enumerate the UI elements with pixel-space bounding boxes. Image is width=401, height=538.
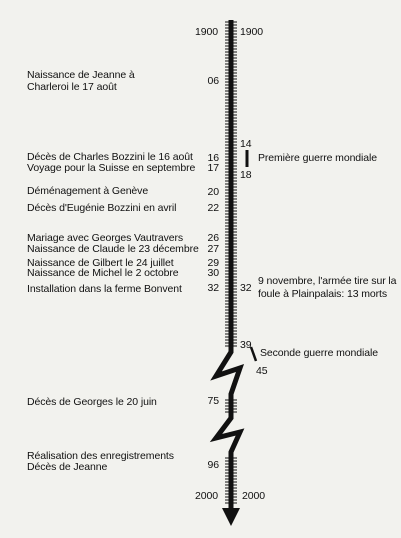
year-label: 30 — [207, 267, 219, 279]
event-naissance-gilbert: Naissance de Gilbert le 24 juillet — [27, 257, 174, 269]
event-deces-jeanne: Décès de Jeanne — [27, 461, 108, 473]
year-label: 45 — [256, 365, 268, 377]
year-label: 32 — [207, 282, 219, 294]
event-enregistrements: Réalisation des enregistrements — [27, 450, 174, 462]
year-label: 39 — [240, 339, 252, 351]
timeline-arrow-head — [222, 508, 240, 526]
year-label: 29 — [207, 257, 219, 269]
event-premiere-guerre: Première guerre mondiale — [258, 152, 377, 164]
event-plainpalais-line2: foule à Plainpalais: 13 morts — [258, 288, 388, 300]
axis-label-bottom-right: 2000 — [242, 490, 265, 502]
year-label: 96 — [207, 459, 219, 471]
year-label: 14 — [240, 138, 252, 150]
event-demenagement: Déménagement à Genève — [27, 185, 149, 197]
year-label: 16 — [207, 152, 219, 164]
year-label: 26 — [207, 232, 219, 244]
event-naissance-claude: Naissance de Claude le 23 décembre — [27, 243, 199, 255]
event-deces-eugenie: Décès d'Eugénie Bozzini en avril — [27, 202, 177, 214]
event-installation: Installation dans la ferme Bonvent — [27, 283, 182, 295]
event-seconde-guerre: Seconde guerre mondiale — [260, 347, 378, 359]
year-label: 20 — [207, 186, 219, 198]
event-deces-charles: Décès de Charles Bozzini le 16 août — [27, 151, 193, 163]
event-deces-georges: Décès de Georges le 20 juin — [27, 396, 157, 408]
event-voyage-suisse: Voyage pour la Suisse en septembre — [27, 162, 196, 174]
year-label: 32 — [240, 282, 252, 294]
year-label: 06 — [207, 75, 219, 87]
year-label: 75 — [207, 395, 219, 407]
axis-label-top-right: 1900 — [240, 26, 263, 38]
axis-label-top-left: 1900 — [195, 26, 218, 38]
event-plainpalais-line1: 9 novembre, l'armée tire sur la — [258, 275, 397, 287]
event-naissance-jeanne-line1: Naissance de Jeanne à — [27, 69, 135, 81]
axis-label-bottom-left: 2000 — [195, 490, 218, 502]
year-label: 18 — [240, 169, 252, 181]
event-naissance-michel: Naissance de Michel le 2 octobre — [27, 267, 179, 279]
year-label: 17 — [207, 162, 219, 174]
event-mariage: Mariage avec Georges Vautravers — [27, 232, 184, 244]
year-label: 27 — [207, 243, 219, 255]
wwii-span-bar — [251, 347, 256, 361]
year-label: 22 — [207, 202, 219, 214]
event-naissance-jeanne-line2: Charleroi le 17 août — [27, 81, 117, 93]
